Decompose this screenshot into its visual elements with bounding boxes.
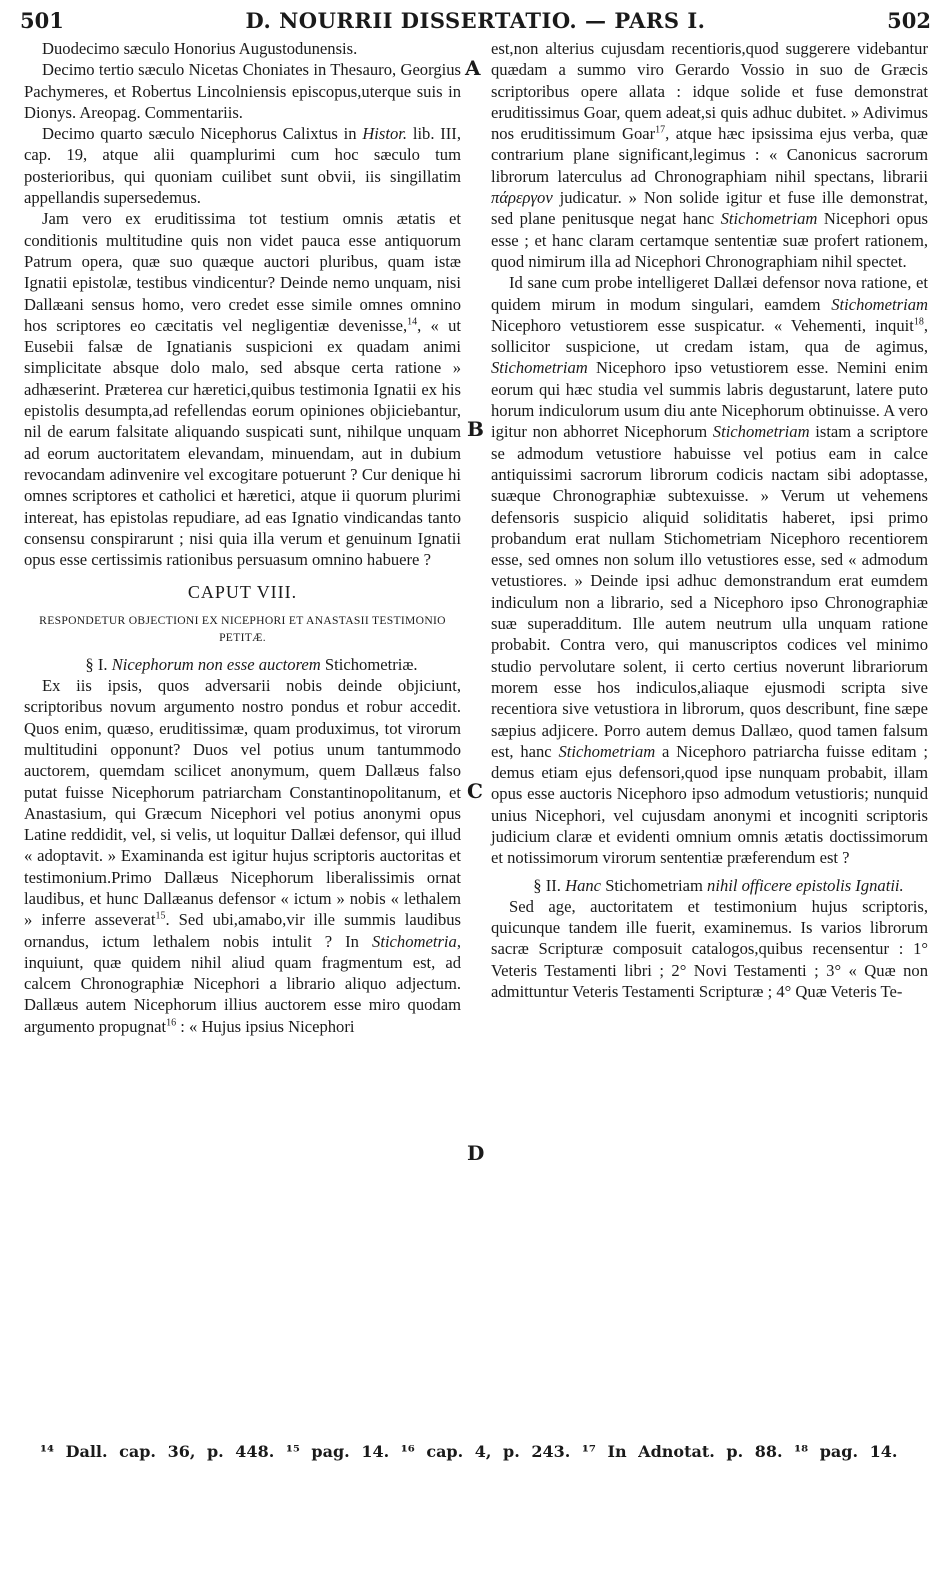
- paragraph: Decimo quarto sæculo Nicephorus Calixtus in Histor. lib. III, cap. 19, atque alii quamplurimi cum hoc sæculo tum posterioribus, qui quoniam cuilibet sunt obvii, iis singillatim appellandis supersedemus.: [24, 124, 461, 208]
- paragraph: Jam vero ex eruditissima tot testium omnis ætatis et conditionis multitudine quis non videt pauca esse antiquorum Patrum opera, quæ suo quæque auctori pluribus, quam istæ Ignatii epistolæ, testibus vindicentur? Deinde nemo unquam, nisi Dallæani sensus homo, vero credet esse simile omnes omnino hos scriptores eo cæcitatis vel negligentiæ devenisse,$^{14}$, « ut Eusebii falsæ de Ignatianis suspicioni ex quadam animi simplicitate absque dolo malo, sed absque certa ratione » adhæserint. Præterea cur hæretici,quibus testimonia Ignatii ex his epistolis desumpta,ad refellendas eorum opiniones objiciebantur, nil de earum falsitate aliquando suspicati sunt, nihilque unquam ad eorum auctoritatem elevandam, minuendam, aut in dubium revocandam adinvenire vel excogitare potuerunt ? Cur denique hi omnes scriptores et catholici et hæretici, atque ii quorum plurimi intereat, has epistolas repudiare, ad eas Ignatio vindicandas tanto consensu conspirarunt ; nisi quia illa verum et genuinum Ignatii opus esse certissimis rationibus persuasum omnino habuere ?: [24, 209, 461, 570]
- page-header: [20, 8, 931, 38]
- footnote: ¹⁶ cap. 4, p. 243.: [400, 1442, 571, 1461]
- right-column: [491, 38, 928, 1002]
- paragraph: Decimo tertio sæculo Nicetas Choniates in Thesauro, Georgius Pachymeres, et Robertus Lincolniensis episcopus,uterque suis in Dionys. Areopag. Commentariis.: [24, 60, 461, 122]
- footnotes: [40, 1442, 921, 1461]
- footnote-ref: 15: [155, 910, 166, 922]
- footnote-ref: 18: [913, 316, 924, 328]
- section-heading: § I. Nicephorum non esse auctorem Stichometriæ.: [85, 654, 418, 674]
- running-title: D. NOURRII DISSERTATIO. — PARS I.: [245, 8, 706, 33]
- paragraph: est,non alterius cujusdam recentioris,quod suggerere videbantur quædam a summo viro Gerardo Vossio in suo de Græcis scriptoribus opere allata : idque solide et fuse demonstrat eruditissimus Goar, quem adeat,si quis adhuc dubitet. » Adivimus nos eruditissimum Goar$^{17}$, atque hæc ipsissima ejus verba, quæ contrarium plane significant,legimus : « Canonicus sacrorum librorum laterculus ad Chronographiam nihil spectans, librarii πάρεργον judicatur. » Non solide igitur et fuse ille demonstrat, sed plane penitusque negat hanc Stichometriam Nicephori opus esse ; et hanc claram certamque sententiæ suæ profert rationem, quod nimirum illa ad Nicephori Chronographiam nihil spectet.: [491, 39, 928, 271]
- left-column: [24, 38, 461, 1037]
- footnote: ¹⁴ Dall. cap. 36, p. 448.: [40, 1442, 275, 1461]
- page-number-left: 501: [20, 8, 64, 33]
- chapter-heading: CAPUT VIII.: [187, 582, 298, 603]
- footnote-ref: 17: [655, 124, 666, 136]
- paragraph: Id sane cum probe intelligeret Dallæi defensor nova ratione, et quidem mirum in modum singulari, eamdem Stichometriam Nicephoro vetustiorem esse suspicatur. « Vehementi, inquit$^{18}$, sollicitor suspicione, ut credam istam, qua de agimus, Stichometriam Nicephoro ipso vetustiorem esse. Nemini enim eorum qui hæc studia vel summis labris degustarunt, latere puto horum indiculorum usum diu ante Nicephorum obtinuisse. A vero igitur non abhorret Nicephorum Stichometriam istam a scriptore se admodum vetustiore habuisse vel potius eam in calce antiquissimi sacrorum librorum codicis nactam sibi adoptasse, suæque Chronographiæ subtexuisse. » Verum ut vehemens defensoris suspicio aliquid soliditatis haberet, ipsi primo probandum erat nullam Stichometriam Nicephoro recentiorem esse, sed omnes non solum illo vetustiores esse, sed « admodum vetustiores. » Deinde ipsi adhuc demonstrandum erat eumdem indiculum non a librario, sed a Nicephoro ipso Chronographiæ suæ superadditum. Ille autem neutrum ulla unquam ratione probabit. Contra vero, qui manuscriptos codices vel minimo studio pervolutare solent, ii certo certius noverunt librariorum morem esse hos indiculos,aliaque ejusmodi scripta sive recentiora sive vetustiora in librorum, quos describunt, fine sæpe sæpius adjicere. Porro autem demus Dallæo, quod tamen falsum est, hanc Stichometriam a Nicephoro patriarcha fuisse editam ; demus etiam ejus defensori,quod ipse nunquam probabit, illam opus esse auctoris Nicephoro ipso admodum vetustioris; nunquid unius Nicephori, vel cujusdam anonymi et incogniti scriptoris judicium claræ et evidenti omnium omnis ætatis doctissimorum et notissimorum virorum sententiæ præferendum est ?: [491, 273, 929, 868]
- footnote: ¹⁷ In Adnotat. p. 88.: [581, 1442, 783, 1461]
- chapter-subtitle: RESPONDETUR OBJECTIONI EX NICEPHORI ET ANASTASII TESTIMONIO PETITÆ.: [39, 613, 446, 644]
- margin-letter-c: C: [467, 779, 483, 803]
- page-number-right: 502: [887, 8, 931, 33]
- paragraph: Sed age, auctoritatem et testimonium hujus scriptoris, quicunque tandem ille fuerit, examinemus. Is varios librorum sacræ Scripturæ composuit catalogos,quibus recensentur : 1° Veteris Testamenti libri ; 2° Novi Testamenti ; 3° « Quæ non admittuntur Veteris Testamenti Scripturæ ; 4° Quæ Veteris Te-: [491, 896, 928, 1002]
- paragraph: Duodecimo sæculo Honorius Augustodunensis.: [42, 39, 358, 58]
- margin-letter-a: A: [465, 56, 481, 80]
- margin-letter-d: D: [467, 1141, 485, 1165]
- footnote-ref: 14: [407, 316, 418, 328]
- footnote-ref: 16: [166, 1017, 177, 1029]
- footnote: ¹⁵ pag. 14.: [285, 1442, 390, 1461]
- footnote: ¹⁸ pag. 14.: [794, 1442, 898, 1461]
- paragraph: Ex iis ipsis, quos adversarii nobis deinde objiciunt, scriptoribus novum argumento nostro pondus et robur accedit. Quos enim, quæso, eruditissimæ, quam produximus, tot virorum multitudini opponunt? Duos vel potius unum tantummodo auctorem, quemdam scilicet anonymum, quem Dallæus falso putat fuisse Nicephorum patriarcham Constantinopolitanum, et Anastasium, qui Græcum Nicephori vel potius anonymi opus Latine reddidit, vel, si velis, ut loquitur Dallæi defensor, qui illud « adoptavit. » Examinanda est igitur hujus scriptoris auctoritas et testimonium.Primo Dallæus Nicephorum liberalissimis ornat laudibus, et hunc Dallæanus defensor « ictum » nobis « lethalem » inferre asseverat$^{15}$. Sed ubi,amabo,vir ille summis laudibus ornandus, ictum lethalem nobis intulit ? In Stichometria, inquiunt, quæ quidem nihil aliud quam fragmentum est, ad calcem Chronographiæ Nicephori a librario aliquo adjectum. Dallæus autem Nicephorum illius auctorem esse miro quodam argumento propugnat$^{16}$ : « Hujus ipsius Nicephori: [24, 676, 461, 1036]
- section-heading: § II. Hanc Stichometriam nihil officere epistolis Ignatii.: [533, 875, 904, 895]
- margin-letter-b: B: [467, 417, 484, 441]
